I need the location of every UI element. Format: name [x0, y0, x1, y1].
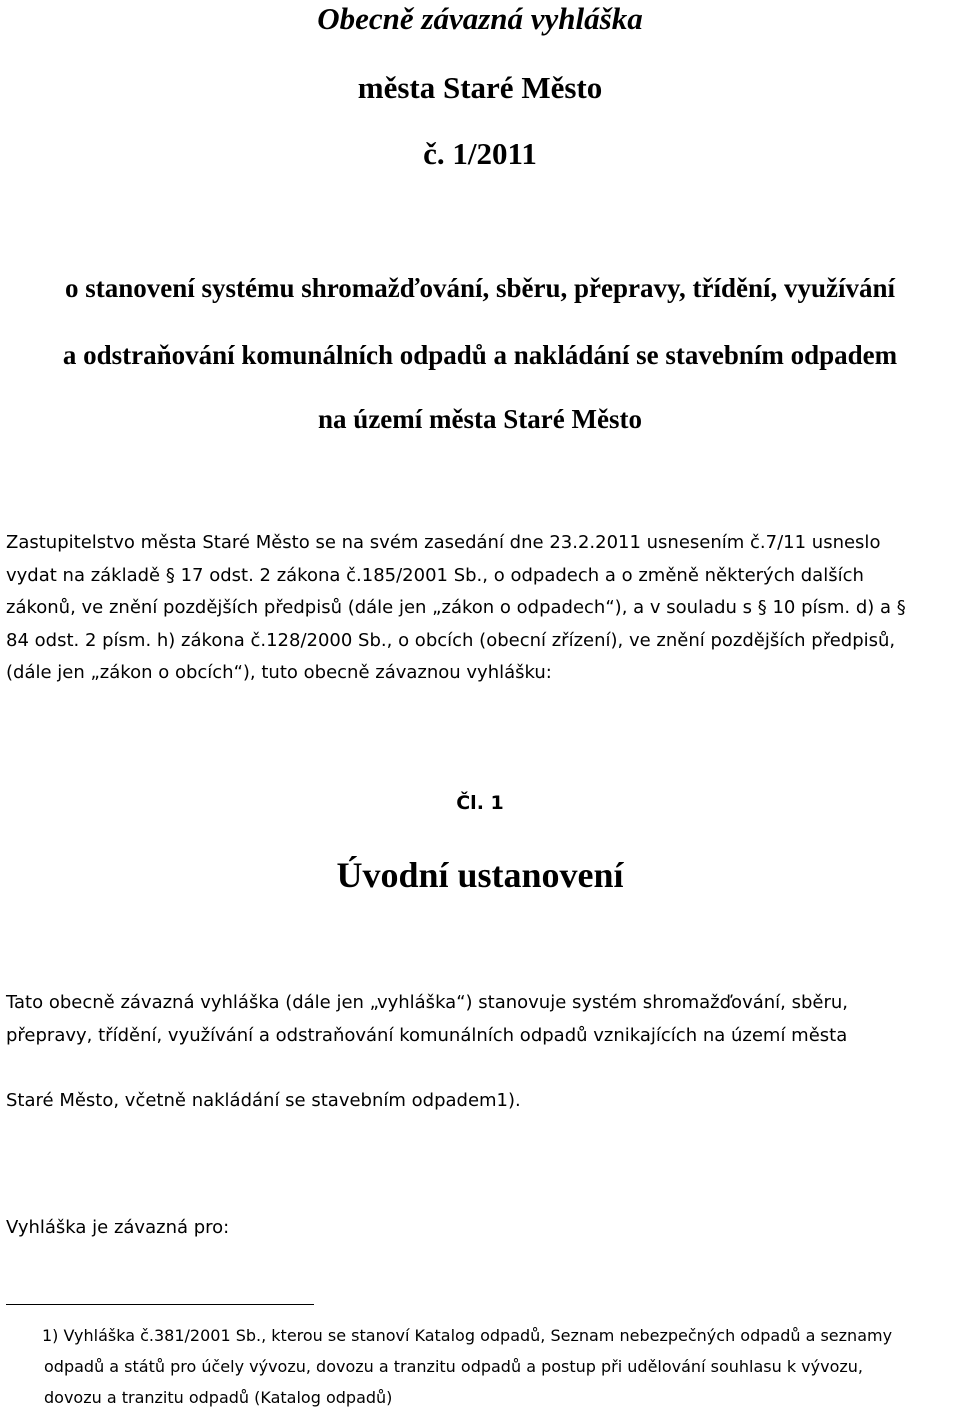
footnote-divider	[6, 1304, 314, 1305]
article-body	[6, 987, 954, 1052]
article-body-last-line: Staré Město, včetně nakládání se stavebním odpadem1).	[6, 1090, 521, 1111]
footnote-line: dovozu a tranzitu odpadů (Katalog odpadů)	[44, 1388, 393, 1407]
document-number: č. 1/2011	[423, 136, 537, 171]
preamble-line: zákonů, ve znění pozdějších předpisů (dále jen „zákon o odpadech“), a v souladu s § 10 písm. d) a §	[6, 597, 906, 618]
subtitle-line-1: o stanovení systému shromažďování, sběru, přepravy, třídění, využívání	[64, 273, 896, 303]
preamble-line: Zastupitelstvo města Staré Město se na svém zasedání dne 23.2.2011 usnesením č.7/11 usneslo	[6, 532, 881, 553]
footnote-line: 1) Vyhláška č.381/2001 Sb., kterou se stanoví Katalog odpadů, Seznam nebezpečných odpadů a seznamy	[42, 1326, 893, 1345]
subtitle-line-3: na území města Staré Město	[318, 404, 642, 434]
article-title: Úvodní ustanovení	[336, 855, 624, 895]
article-body-line: přepravy, třídění, využívání a odstraňování komunálních odpadů vznikajících na území města	[6, 1024, 848, 1046]
preamble-paragraph	[6, 527, 954, 690]
document-title: Obecně závazná vyhláška	[317, 1, 643, 36]
document-city: města Staré Město	[357, 70, 603, 105]
footnote-line: odpadů a států pro účely vývozu, dovozu a tranzitu odpadů a postup při udělování souhlasu k vývozu,	[44, 1357, 863, 1376]
footnote	[44, 1320, 956, 1413]
preamble-line: 84 odst. 2 písm. h) zákona č.128/2000 Sb., o obcích (obecní zřízení), ve znění pozdějších předpisů,	[6, 629, 896, 651]
preamble-line: vydat na základě § 17 odst. 2 zákona č.185/2001 Sb., o odpadech a o změně některých dalších	[6, 564, 864, 586]
subtitle-line-2: a odstraňování komunálních odpadů a nakládání se stavebním odpadem	[62, 340, 898, 370]
article-number: Čl. 1	[456, 792, 504, 814]
article-body-line: Tato obecně závazná vyhláška (dále jen „vyhláška“) stanovuje systém shromažďování, sběru,	[6, 992, 849, 1013]
binding-for-label: Vyhláška je závazná pro:	[6, 1217, 230, 1238]
preamble-line: (dále jen „zákon o obcích“), tuto obecně závaznou vyhlášku:	[6, 662, 552, 683]
